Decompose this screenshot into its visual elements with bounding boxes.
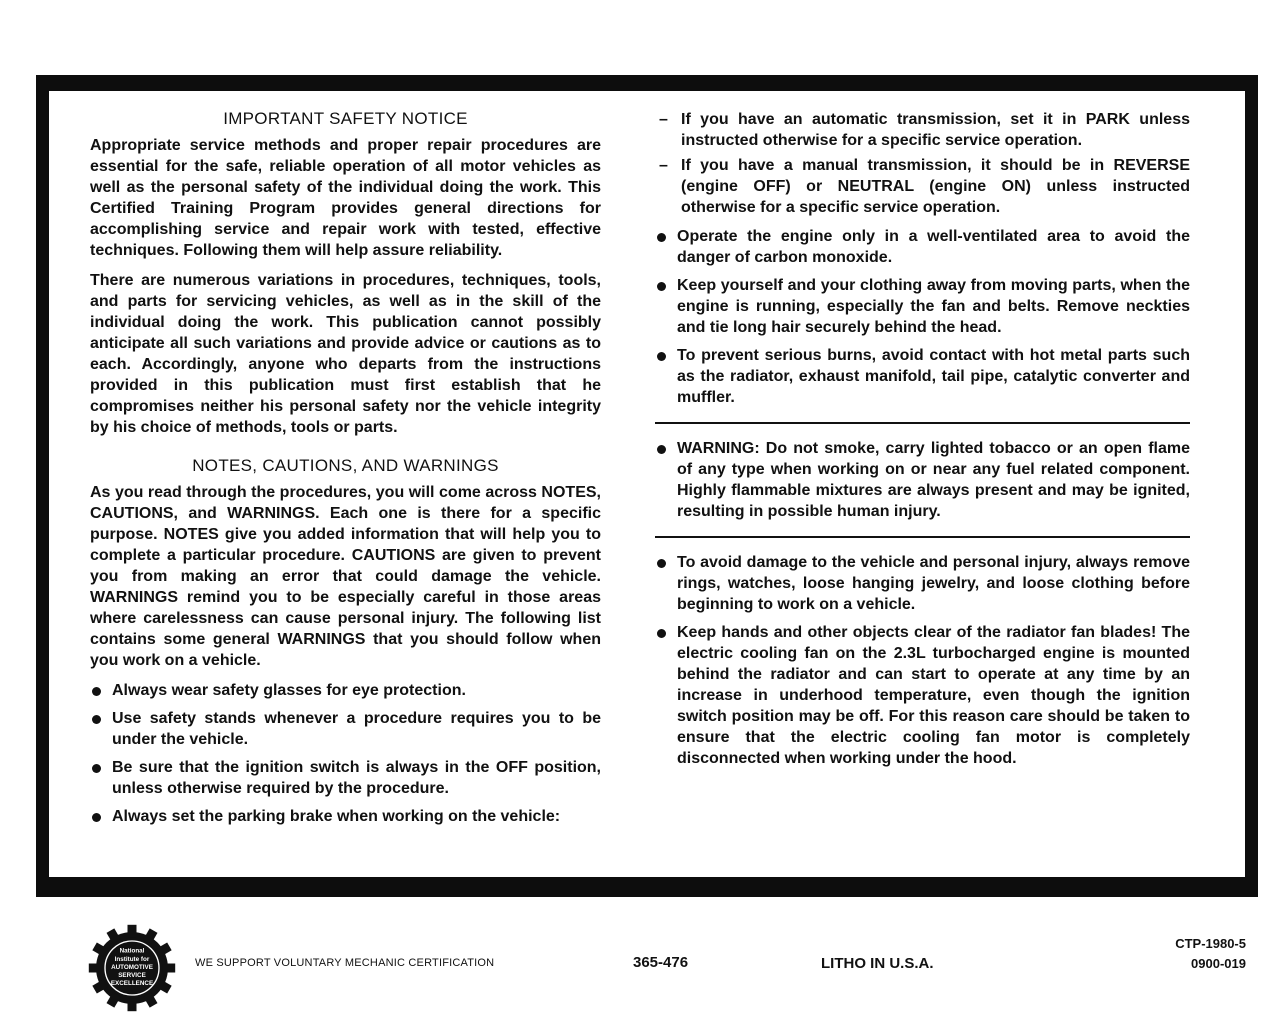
form-number: 0900-019 <box>1191 956 1246 971</box>
bullet-icon <box>92 813 101 822</box>
bullet-icon <box>657 233 666 242</box>
bullet-icon <box>657 282 666 291</box>
bullet-icon <box>657 629 666 638</box>
bullet-icon <box>92 764 101 773</box>
list-item <box>90 757 601 799</box>
seal-line-5: EXCELLENCE <box>110 980 154 988</box>
seal-line-1: National <box>119 947 145 955</box>
seal-line-2: Institute for <box>114 955 150 963</box>
list-item-text: Use safety stands whenever a procedure requires you to be under the vehicle. <box>112 710 601 748</box>
bullet-icon <box>657 559 666 568</box>
list-item <box>655 226 1190 268</box>
safety-notice-heading: IMPORTANT SAFETY NOTICE <box>223 109 468 128</box>
divider <box>655 536 1190 538</box>
seal-line-4: SERVICE <box>118 972 146 979</box>
list-item-text: Always wear safety glasses for eye protection. <box>112 682 466 699</box>
ase-seal-icon <box>87 923 177 1013</box>
fuel-warning-list <box>655 438 1190 522</box>
list-item-text: To avoid damage to the vehicle and personal injury, always remove rings, watches, loose hanging jewelry, and loose clothing before beginning to work on a vehicle. <box>677 554 1190 613</box>
list-item-text: If you have an automatic transmission, set it in PARK unless instructed otherwise for a specific service operation. <box>681 111 1190 149</box>
bullet-icon <box>657 445 666 454</box>
list-item <box>90 680 601 701</box>
dash-mark: – <box>659 111 668 128</box>
bullet-icon <box>92 715 101 724</box>
document-code: 365-476 <box>633 954 689 971</box>
right-column <box>655 109 1190 776</box>
bullet-icon <box>92 687 101 696</box>
transmission-list <box>655 109 1190 218</box>
list-item-text: Operate the engine only in a well-ventilated area to avoid the danger of carbon monoxide. <box>677 228 1190 266</box>
list-item-text: Always set the parking brake when working on the vehicle: <box>112 808 561 825</box>
warning-text: WARNING: Do not smoke, carry lighted tobacco or an open flame of any type when working on or near any fuel related component. Highly flammable mixtures are always present and may be ignited, resulting in possible human injury. <box>677 440 1190 520</box>
notes-paragraph: As you read through the procedures, you will come across NOTES, CAUTIONS, and WARNINGS. Each one is there for a specific purpose. NOTES give you added information that will help you to complete a particular procedure. CAUTIONS are given to prevent you from making an error that could damage the vehicle. WARNINGS remind you to be especially careful in those areas where carelessness can cause personal injury. The following list contains some general WARNINGS that you should follow when you work on a vehicle. <box>90 484 601 669</box>
list-item <box>659 155 1190 218</box>
safety-paragraph-1: Appropriate service methods and proper repair procedures are essential for the safe, reliable operation of all motor vehicles as well as the personal safety of the individual doing the work. This Certified Training Program provides general directions for accomplishing service and repair work with tested, effective techniques. Following them will help assure reliability. <box>90 137 601 259</box>
bullet-icon <box>657 352 666 361</box>
divider <box>655 422 1190 424</box>
list-item <box>90 806 601 827</box>
list-item <box>655 438 1190 522</box>
list-item <box>655 552 1190 615</box>
list-item <box>655 345 1190 408</box>
left-column <box>90 109 601 834</box>
safety-paragraph-2: There are numerous variations in procedures, techniques, tools, and parts for servicing vehicles, as well as in the skill of the individual doing the work. This publication cannot possibly anticipate all such variations and provide advice or cautions as to each. Accordingly, anyone who departs from the instructions provided in this publication must first establish that he compromises neither his personal safety nor the vehicle integrity by his choice of methods, tools or parts. <box>90 272 601 436</box>
list-item-text: If you have a manual transmission, it should be in REVERSE (engine OFF) or NEUTRAL (engine ON) unless instructed otherwise for a specific service operation. <box>681 157 1190 216</box>
right-warning-list-a <box>655 226 1190 408</box>
list-item-text: Keep yourself and your clothing away from moving parts, when the engine is running, especially the fan and belts. Remove neckties and tie long hair securely behind the head. <box>677 277 1190 336</box>
list-item <box>659 109 1190 151</box>
notice-panel <box>49 91 1245 877</box>
right-warning-list-b <box>655 552 1190 769</box>
list-item <box>90 708 601 750</box>
seal-line-3: AUTOMOTIVE <box>111 963 153 971</box>
ctp-number: CTP-1980-5 <box>1175 936 1246 951</box>
litho-note: LITHO IN U.S.A. <box>821 955 934 972</box>
dash-mark: – <box>659 157 668 174</box>
list-item <box>655 622 1190 769</box>
left-warning-list <box>90 680 601 827</box>
list-item <box>655 275 1190 338</box>
list-item-text: To prevent serious burns, avoid contact with hot metal parts such as the radiator, exhaust manifold, tail pipe, catalytic converter and muffler. <box>677 347 1190 406</box>
list-item-text: Be sure that the ignition switch is always in the OFF position, unless otherwise required by the procedure. <box>112 759 601 797</box>
notes-heading: NOTES, CAUTIONS, AND WARNINGS <box>192 456 499 475</box>
list-item-text: Keep hands and other objects clear of the radiator fan blades! The electric cooling fan on the 2.3L turbocharged engine is mounted behind the radiator and can start to operate at any time by an increase in underhood temperature, even though the ignition switch position may be off. For this reason care should be taken to ensure that the electric cooling fan motor is completely disconnected when working under the hood. <box>677 624 1190 767</box>
certification-slogan: WE SUPPORT VOLUNTARY MECHANIC CERTIFICATION <box>195 957 495 969</box>
